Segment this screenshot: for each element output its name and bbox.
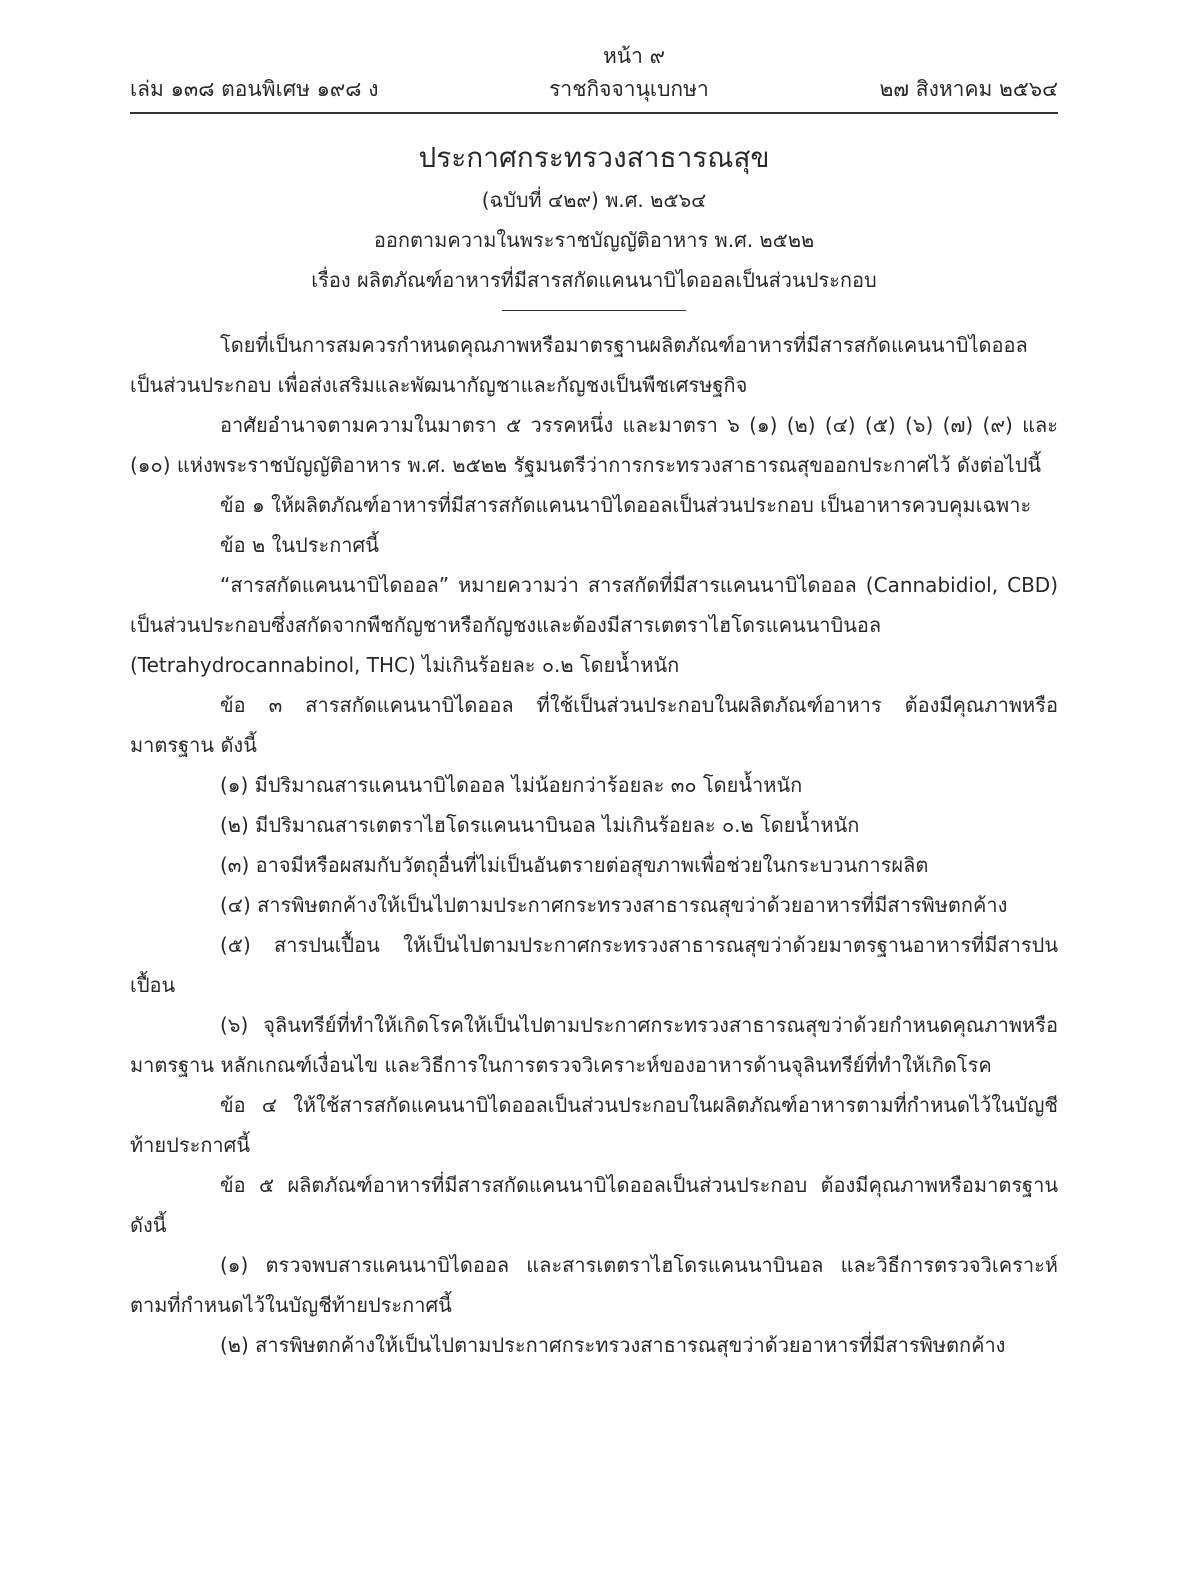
header-divider (130, 112, 1058, 114)
clause-3-item-3: (๓) อาจมีหรือผสมกับวัตถุอื่นที่ไม่เป็นอันตรายต่อสุขภาพเพื่อช่วยในกระบวนการผลิต (220, 853, 929, 877)
document-body (130, 325, 1058, 1365)
document-authority: ออกตามความในพระราชบัญญัติอาหาร พ.ศ. ๒๕๒๒ (373, 228, 815, 252)
clause-4: ข้อ ๔ ให้ใช้สารสกัดแคนนาบิไดออลเป็นส่วนประกอบในผลิตภัณฑ์อาหารตามที่กำหนดไว้ในบัญชีท้ายประกาศนี้ (130, 1093, 1058, 1157)
clause-5-item-1: (๑) ตรวจพบสารแคนนาบิไดออล และสารเตตราไฮโดรแคนนาบินอล และวิธีการตรวจวิเคราะห์ตามที่กำหนดไว้ในบัญชีท้ายประกาศนี้ (130, 1253, 1058, 1317)
document-issue: (ฉบับที่ ๔๒๙) พ.ศ. ๒๕๖๔ (481, 188, 707, 212)
clause-5: ข้อ ๕ ผลิตภัณฑ์อาหารที่มีสารสกัดแคนนาบิไดออลเป็นส่วนประกอบ ต้องมีคุณภาพหรือมาตรฐาน ดังนี้ (130, 1173, 1058, 1237)
definition-paragraph: “สารสกัดแคนนาบิไดออล” หมายความว่า สารสกัดที่มีสารแคนนาบิไดออล (Cannabidiol, CBD) เป็นส่วนประกอบซึ่งสกัดจากพืชกัญชาหรือกัญชงและต้องมีสารเตตราไฮโดรแคนนาบินอล (Tetrahydrocannabinol, THC) ไม่เกินร้อยละ ๐.๒ โดยน้ำหนัก (130, 573, 1058, 677)
clause-3-item-5: (๕) สารปนเปื้อน ให้เป็นไปตามประกาศกระทรวงสาธารณสุขว่าด้วยมาตรฐานอาหารที่มีสารปนเปื้อน (130, 933, 1058, 997)
gazette-header (130, 72, 1058, 106)
clause-2: ข้อ ๒ ในประกาศนี้ (220, 533, 379, 557)
authority-paragraph: อาศัยอำนาจตามความในมาตรา ๕ วรรคหนึ่ง และมาตรา ๖ (๑) (๒) (๔) (๕) (๖) (๗) (๙) และ (๑๐) แห่งพระราชบัญญัติอาหาร พ.ศ. ๒๕๒๒ รัฐมนตรีว่าการกระทรวงสาธารณสุขออกประกาศไว้ ดังต่อไปนี้ (130, 413, 1058, 477)
clause-3: ข้อ ๓ สารสกัดแคนนาบิไดออล ที่ใช้เป็นส่วนประกอบในผลิตภัณฑ์อาหาร ต้องมีคุณภาพหรือมาตรฐาน ดังนี้ (130, 693, 1058, 757)
clause-5-item-2: (๒) สารพิษตกค้างให้เป็นไปตามประกาศกระทรวงสาธารณสุขว่าด้วยอาหารที่มีสารพิษตกค้าง (220, 1333, 1006, 1357)
clause-3-item-1: (๑) มีปริมาณสารแคนนาบิไดออล ไม่น้อยกว่าร้อยละ ๓๐ โดยน้ำหนัก (220, 773, 803, 797)
preamble-paragraph: โดยที่เป็นการสมควรกำหนดคุณภาพหรือมาตรฐานผลิตภัณฑ์อาหารที่มีสารสกัดแคนนาบิไดออลเป็นส่วนประกอบ เพื่อส่งเสริมและพัฒนากัญชาและกัญชงเป็นพืชเศรษฐกิจ (130, 333, 1028, 397)
gazette-page (130, 40, 1058, 1365)
title-divider (502, 310, 686, 311)
publication-name: ราชกิจจานุเบกษา (549, 77, 709, 101)
document-subject: เรื่อง ผลิตภัณฑ์อาหารที่มีสารสกัดแคนนาบิไดออลเป็นส่วนประกอบ (311, 268, 877, 292)
clause-3-item-4: (๔) สารพิษตกค้างให้เป็นไปตามประกาศกระทรวงสาธารณสุขว่าด้วยอาหารที่มีสารพิษตกค้าง (220, 893, 1008, 917)
page-number: หน้า ๙ (602, 44, 666, 68)
document-title: ประกาศกระทรวงสาธารณสุข (418, 141, 770, 174)
clause-3-item-2: (๒) มีปริมาณสารเตตราไฮโดรแคนนาบินอล ไม่เกินร้อยละ ๐.๒ โดยน้ำหนัก (220, 813, 860, 837)
volume-info: เล่ม ๑๓๘ ตอนพิเศษ ๑๙๘ ง (130, 77, 379, 101)
clause-1: ข้อ ๑ ให้ผลิตภัณฑ์อาหารที่มีสารสกัดแคนนาบิไดออลเป็นส่วนประกอบ เป็นอาหารควบคุมเฉพาะ (220, 493, 1032, 517)
publication-date: ๒๗ สิงหาคม ๒๕๖๔ (879, 77, 1058, 101)
clause-3-item-6: (๖) จุลินทรีย์ที่ทำให้เกิดโรคให้เป็นไปตามประกาศกระทรวงสาธารณสุขว่าด้วยกำหนดคุณภาพหรือมาตรฐาน หลักเกณฑ์เงื่อนไข และวิธีการในการตรวจวิเคราะห์ของอาหารด้านจุลินทรีย์ที่ทำให้เกิดโรค (130, 1013, 1058, 1077)
